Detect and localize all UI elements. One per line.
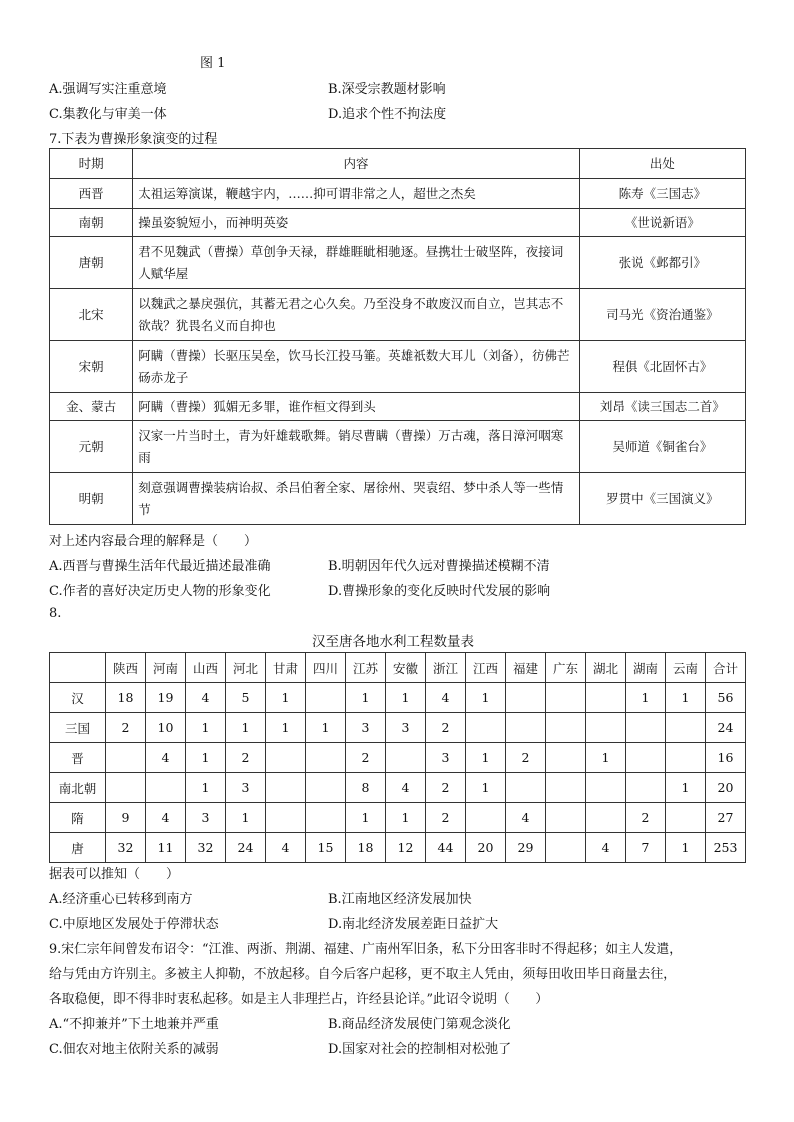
value-cell: 2 [426,713,466,743]
header-cell: 江西 [466,653,506,683]
value-cell: 1 [666,683,706,713]
header-cell: 江苏 [346,653,386,683]
value-cell: 2 [226,743,266,773]
value-cell: 1 [266,713,306,743]
q8-option-c: C.中原地区发展处于停滞状态 [49,917,219,932]
q6-option-b: B.深受宗教题材影响 [328,82,446,97]
header-cell: 浙江 [426,653,466,683]
value-cell [306,683,346,713]
value-cell: 56 [706,683,746,713]
value-cell: 1 [226,713,266,743]
value-cell: 1 [306,713,346,743]
q7-stem: 7.下表为曹操形象演变的过程 [49,132,218,147]
value-cell: 1 [626,683,666,713]
q7-option-c: C.作者的喜好决定历史人物的形象变化 [49,584,271,599]
table-row [50,289,746,341]
header-cell: 四川 [306,653,346,683]
value-cell [546,773,586,803]
header-era: 时期 [50,149,133,179]
value-cell [506,773,546,803]
q6-option-c: C.集教化与审美一体 [49,107,167,122]
header-cell: 合计 [706,653,746,683]
header-cell: 云南 [666,653,706,683]
content-cell: 刻意强调曹操装病诒叔、杀吕伯奢全家、屠徐州、哭袁绍、梦中杀人等一些情节 [133,473,579,525]
value-cell: 1 [226,803,266,833]
value-cell: 20 [706,773,746,803]
value-cell [146,773,186,803]
header-cell: 湖北 [586,653,626,683]
value-cell: 1 [346,683,386,713]
value-cell: 4 [146,743,186,773]
q9-option-d: D.国家对社会的控制相对松弛了 [328,1042,512,1057]
value-cell: 2 [426,803,466,833]
value-cell: 1 [186,773,226,803]
header-cell: 河北 [226,653,266,683]
q7-option-d: D.曹操形象的变化反映时代发展的影响 [328,584,551,599]
value-cell [626,713,666,743]
value-cell [266,803,306,833]
value-cell: 1 [466,743,506,773]
value-cell: 3 [186,803,226,833]
q9-option-a: A.“不抑兼并”下土地兼并严重 [49,1017,219,1032]
q9-stem-line-3: 各取稳便，即不得非时衷私起移。如是主人非理拦占，许经县论详。”此诏令说明（ ） [49,992,549,1007]
value-cell [546,833,586,863]
value-cell: 1 [186,713,226,743]
q9-stem-line-1: 9.宋仁宗年间曾发布诏令：“江淮、两浙、荆湖、福建、广南州军旧条，私下分田客非时不得起移；如主人发遣， [49,942,683,957]
q7-option-b: B.明朝因年代久远对曹操描述模糊不清 [328,559,550,574]
table-row [50,803,746,833]
value-cell: 24 [226,833,266,863]
value-cell [506,713,546,743]
source-cell: 程俱《北固怀古》 [579,341,745,393]
value-cell [546,683,586,713]
value-cell: 4 [426,683,466,713]
q8-option-b: B.江南地区经济发展加快 [328,892,472,907]
q9-stem-line-2: 给与凭由方许别主。多被主人抑勒，不放起移。自今后客户起移，更不取主人凭由，须每田收田毕日商量去往， [49,967,677,982]
q8-option-a: A.经济重心已转移到南方 [49,892,193,907]
value-cell [546,743,586,773]
value-cell: 12 [386,833,426,863]
table-row [50,341,746,393]
value-cell: 19 [146,683,186,713]
content-cell: 阿瞒（曹操）长驱压吴垒，饮马长江投马箠。英雄祇数大耳儿（刘备），彷佛芒砀赤龙子 [133,341,579,393]
value-cell: 4 [186,683,226,713]
value-cell: 1 [386,683,426,713]
content-cell: 操虽姿貌短小，而神明英姿 [133,209,579,237]
q9-option-c: C.佃农对地主依附关系的减弱 [49,1042,219,1057]
table-row [50,179,746,209]
value-cell: 1 [386,803,426,833]
value-cell: 10 [146,713,186,743]
header-cell: 安徽 [386,653,426,683]
source-cell: 吴师道《铜雀台》 [579,421,745,473]
value-cell: 27 [706,803,746,833]
era-cell: 宋朝 [50,341,133,393]
value-cell [306,743,346,773]
era-cell: 西晋 [50,179,133,209]
value-cell: 4 [146,803,186,833]
value-cell [586,773,626,803]
header-cell: 甘肃 [266,653,306,683]
header-cell: 山西 [186,653,226,683]
value-cell [666,743,706,773]
dynasty-cell: 南北朝 [50,773,106,803]
value-cell [506,683,546,713]
value-cell: 4 [386,773,426,803]
value-cell: 15 [306,833,346,863]
cao-cao-image-table [49,148,746,525]
source-cell: 张说《邺都引》 [579,237,745,289]
q7-option-a: A.西晋与曹操生活年代最近描述最准确 [49,559,271,574]
value-cell [106,773,146,803]
q8-number: 8. [49,606,62,621]
header-cell [50,653,106,683]
dynasty-cell: 三国 [50,713,106,743]
table-row [50,773,746,803]
era-cell: 南朝 [50,209,133,237]
q8-option-d: D.南北经济发展差距日益扩大 [328,917,499,932]
value-cell [466,803,506,833]
table-row [50,209,746,237]
content-cell: 汉家一片当时土，青为奸雄载歌舞。销尽曹瞒（曹操）万古魂，落日漳河咽寒雨 [133,421,579,473]
value-cell: 11 [146,833,186,863]
era-cell: 金、蒙古 [50,393,133,421]
q6-option-d: D.追求个性不拘法度 [328,107,447,122]
era-cell: 北宋 [50,289,133,341]
value-cell [546,713,586,743]
source-cell: 罗贯中《三国演义》 [579,473,745,525]
source-cell: 司马光《资治通鉴》 [579,289,745,341]
value-cell: 1 [266,683,306,713]
value-cell [386,743,426,773]
table-header-row [50,653,746,683]
value-cell: 1 [466,683,506,713]
value-cell [666,803,706,833]
value-cell: 3 [346,713,386,743]
header-cell: 福建 [506,653,546,683]
value-cell: 44 [426,833,466,863]
table-row [50,743,746,773]
value-cell: 3 [386,713,426,743]
value-cell [106,743,146,773]
q8-prompt: 据表可以推知（ ） [49,867,180,882]
header-cell: 陕西 [106,653,146,683]
table-row [50,473,746,525]
table-header-row [50,149,746,179]
table-row [50,713,746,743]
value-cell: 29 [506,833,546,863]
q8-table-title: 汉至唐各地水利工程数量表 [312,634,474,650]
source-cell: 刘昂《读三国志二首》 [579,393,745,421]
value-cell: 32 [186,833,226,863]
value-cell [266,743,306,773]
dynasty-cell: 汉 [50,683,106,713]
value-cell: 9 [106,803,146,833]
value-cell [626,773,666,803]
value-cell: 2 [426,773,466,803]
value-cell [626,743,666,773]
source-cell: 陈寿《三国志》 [579,179,745,209]
value-cell: 2 [346,743,386,773]
dynasty-cell: 唐 [50,833,106,863]
water-conservancy-table [49,652,746,863]
value-cell: 16 [706,743,746,773]
table-row [50,683,746,713]
q9-option-b: B.商品经济发展使门第观念淡化 [328,1017,511,1032]
value-cell [586,683,626,713]
dynasty-cell: 晋 [50,743,106,773]
content-cell: 阿瞒（曹操）狐媚无多罪，谁作桓文得到头 [133,393,579,421]
value-cell: 4 [506,803,546,833]
value-cell: 1 [666,833,706,863]
value-cell [306,773,346,803]
era-cell: 明朝 [50,473,133,525]
table-row [50,393,746,421]
value-cell: 24 [706,713,746,743]
era-cell: 元朝 [50,421,133,473]
value-cell: 18 [106,683,146,713]
dynasty-cell: 隋 [50,803,106,833]
value-cell: 1 [186,743,226,773]
value-cell: 1 [466,773,506,803]
q7-prompt: 对上述内容最合理的解释是（ ） [49,534,258,549]
value-cell: 20 [466,833,506,863]
value-cell [266,773,306,803]
header-cell: 广东 [546,653,586,683]
table-row [50,237,746,289]
value-cell: 1 [666,773,706,803]
value-cell: 2 [626,803,666,833]
value-cell [306,803,346,833]
header-cell: 湖南 [626,653,666,683]
value-cell [666,713,706,743]
table-row [50,421,746,473]
value-cell: 32 [106,833,146,863]
q6-option-a: A.强调写实注重意境 [49,82,167,97]
value-cell: 7 [626,833,666,863]
value-cell: 8 [346,773,386,803]
value-cell [586,803,626,833]
figure-label: 图 1 [200,56,226,71]
value-cell: 18 [346,833,386,863]
value-cell [586,713,626,743]
value-cell: 3 [426,743,466,773]
value-cell: 4 [586,833,626,863]
value-cell: 3 [226,773,266,803]
value-cell: 1 [346,803,386,833]
value-cell [546,803,586,833]
content-cell: 君不见魏武（曹操）草创争天禄，群雄睚眦相驰逐。昼携壮士破坚阵，夜接词人赋华屋 [133,237,579,289]
value-cell: 253 [706,833,746,863]
value-cell: 1 [586,743,626,773]
table-row [50,833,746,863]
value-cell: 4 [266,833,306,863]
era-cell: 唐朝 [50,237,133,289]
value-cell: 2 [106,713,146,743]
value-cell [466,713,506,743]
value-cell: 2 [506,743,546,773]
header-cell: 河南 [146,653,186,683]
content-cell: 太祖运筹演谋，鞭越宇内，……抑可谓非常之人，超世之杰矣 [133,179,579,209]
source-cell: 《世说新语》 [579,209,745,237]
value-cell: 5 [226,683,266,713]
header-content: 内容 [133,149,579,179]
content-cell: 以魏武之暴戾强伉，其蓄无君之心久矣。乃至没身不敢废汉而自立，岂其志不欲哉？犹畏名义而自抑也 [133,289,579,341]
header-source: 出处 [579,149,745,179]
